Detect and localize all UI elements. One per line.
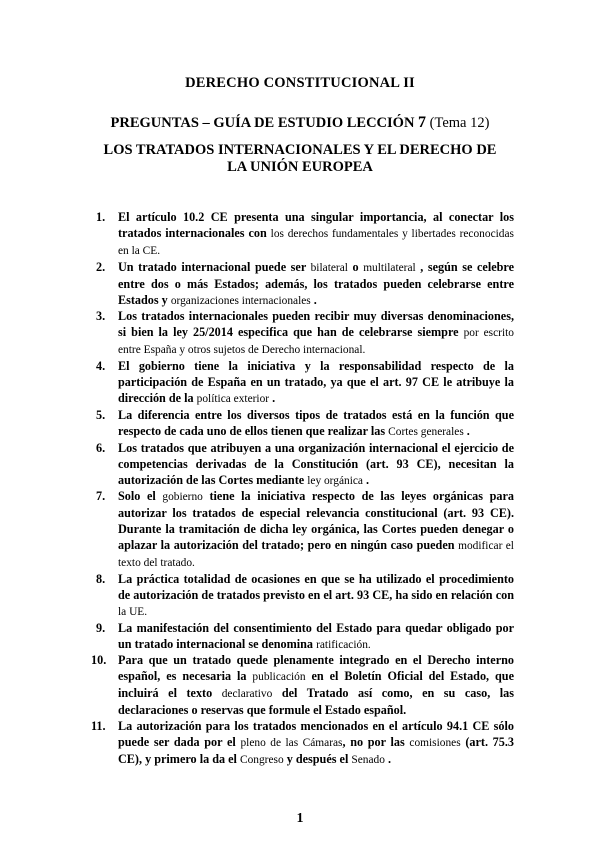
- guide-heading: [0, 114, 600, 132]
- question-item: [96, 407, 514, 441]
- question-text: , no por las: [342, 735, 410, 749]
- question-item: [96, 571, 514, 621]
- question-text: La práctica totalidad de ocasiones en que se ha utilizado el procedimiento de autorización de tratados previsto en el art. 93 CE, ha sido en relación con: [118, 571, 514, 602]
- answer-text: Congreso: [239, 753, 284, 766]
- question-list: [91, 210, 515, 769]
- question-text: La manifestación del consentimiento del Estado para quedar obligado por un tratado internacional se denomina: [118, 620, 514, 651]
- answer-text: declarativo: [221, 688, 273, 701]
- question-text: Solo el: [118, 489, 163, 504]
- question-number: 6.: [96, 440, 106, 455]
- answer-text: pleno de las Cámaras: [240, 737, 343, 749]
- question-number: 5.: [96, 407, 106, 422]
- question-item: [96, 309, 514, 359]
- answer-text: Cortes generales: [388, 425, 464, 438]
- topic-label: (Tema 12): [429, 115, 490, 131]
- question-text: .: [463, 423, 470, 438]
- question-number: 2.: [96, 259, 106, 274]
- question-number: 3.: [96, 309, 106, 324]
- question-text: La diferencia entre los diversos tipos de tratados está en la función que respecto de cada uno de ellos tienen que realizar las: [118, 407, 514, 438]
- question-text: El artículo 10.2 CE presenta una singular importancia, al conectar los tratados internacionales con: [118, 210, 514, 240]
- question-number: 10.: [91, 653, 107, 668]
- answer-text: bilateral: [310, 261, 348, 274]
- question-text: La autorización para los tratados mencionados en el artículo 94.1 CE sólo puede ser dada por el: [118, 719, 514, 749]
- question-item: [96, 259, 514, 310]
- answer-text: comisiones: [409, 737, 461, 749]
- answer-text: los derechos fundamentales y libertades reconocidas en la CE.: [118, 227, 514, 257]
- question-text: , según se celebre entre dos o más Estados; además, los tratados pueden celebrarse entre Estados y: [118, 259, 514, 307]
- answer-text: gobierno: [162, 491, 203, 504]
- question-item: [96, 489, 514, 572]
- question-text: (art. 75.3 CE), y primero la da el: [118, 735, 515, 766]
- question-text: .: [310, 292, 317, 307]
- question-text: Para que un tratado quede plenamente integrado en el Derecho interno español, es necesaria la: [118, 653, 514, 684]
- guide-prefix: PREGUNTAS – GUÍA DE ESTUDIO LECCIÓN: [110, 115, 415, 131]
- lesson-number: 7: [418, 114, 427, 131]
- question-number: 4.: [96, 359, 106, 374]
- question-number: 9.: [96, 620, 106, 635]
- page-number: 1: [296, 811, 304, 826]
- question-text: y después el: [283, 751, 352, 766]
- question-item: [91, 653, 514, 719]
- answer-text: ley orgánica: [307, 474, 363, 487]
- question-item: [96, 210, 514, 260]
- question-text: Un tratado internacional puede ser: [118, 259, 311, 274]
- question-text: .: [384, 751, 392, 766]
- answer-text: por escrito entre España y otros sujetos de Derecho internacional.: [118, 327, 514, 357]
- answer-text: publicación: [252, 671, 306, 684]
- question-text: en el Boletín Oficial del Estado, que incluirá el texto: [118, 669, 514, 701]
- lesson-title: LOS TRATADOS INTERNACIONALES Y EL DERECHO DE LA UNIÓN EUROPEA: [103, 142, 497, 175]
- question-text: .: [269, 390, 276, 405]
- answer-text: ratificación.: [316, 638, 371, 651]
- question-text: .: [363, 472, 370, 487]
- answer-text: organizaciones internacionales: [170, 294, 311, 307]
- question-number: 7.: [96, 489, 106, 504]
- question-text: o: [347, 259, 364, 274]
- question-item: [96, 440, 514, 490]
- question-item: [96, 620, 514, 654]
- question-text: del Tratado así como, en su caso, las declaraciones o reservas que formule el Estado español.: [118, 686, 514, 718]
- question-text: tiene la iniciativa respecto de las leyes orgánicas para autorizar los tratados de especial relevancia constitucional (art. 93 CE). Durante la tramitación de dicha ley orgánica, las Cortes pueden denegar o aplazar la autorización del tratado; pero en ningún caso pueden: [118, 489, 514, 553]
- question-text: Los tratados que atribuyen a una organización internacional el ejercicio de competencias derivadas de la Constitución (art. 93 CE), necesitan la autorización de las Cortes mediante: [118, 440, 514, 487]
- answer-text: política exterior: [196, 392, 270, 405]
- answer-text: multilateral: [363, 261, 416, 274]
- question-item: [91, 719, 515, 769]
- question-number: 1.: [96, 210, 106, 224]
- question-number: 11.: [91, 719, 106, 734]
- answer-text: Senado: [351, 753, 385, 766]
- question-text: Los tratados internacionales pueden recibir muy diversas denominaciones, si bien la ley 25/2014 especifica que han de celebrarse siempre: [118, 309, 514, 340]
- question-number: 8.: [96, 571, 106, 586]
- course-title: DERECHO CONSTITUCIONAL II: [185, 75, 415, 91]
- question-text: El gobierno tiene la iniciativa y la responsabilidad respecto de la participación de España en un tratado, ya que el art. 97 CE le atribuye la dirección de la: [118, 359, 514, 405]
- answer-text: la UE.: [118, 605, 148, 618]
- question-item: [96, 359, 514, 408]
- answer-text: modificar el texto del tratado.: [118, 540, 514, 570]
